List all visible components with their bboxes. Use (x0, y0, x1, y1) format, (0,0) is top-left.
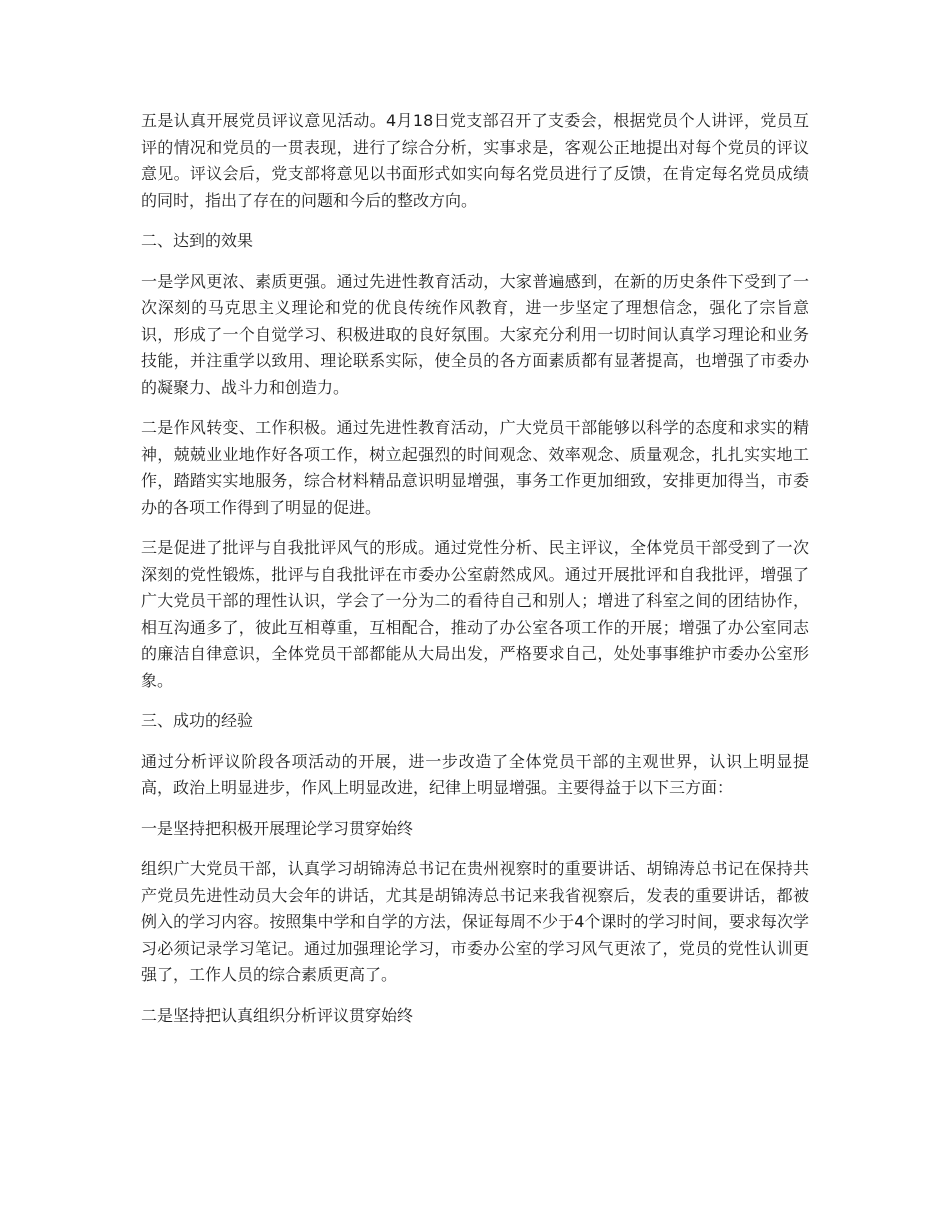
paragraph-work-style: 二是作风转变、工作积极。通过先进性教育活动，广大党员干部能够以科学的态度和求实的精神，兢兢业业地作好各项工作，树立起强烈的时间观念、效率观念、质量观念，扎扎实实地工作，踏踏实实地服务，综合材料精品意识明显增强，事务工作更加细致，安排更加得当，市委办的各项工作得到了明显的促进。 (141, 418, 809, 517)
paragraph-study-style: 一是学风更浓、素质更强。通过先进性教育活动，大家普遍感到，在新的历史条件下受到了一次深刻的马克思主义理论和党的优良传统作风教育，进一步坚定了理想信念，强化了宗旨意识，形成了一个自觉学习、积极进取的良好氛围。大家充分利用一切时间认真学习理论和业务技能，并注重学以致用、理论联系实际，使全员的各方面素质都有显著提高，也增强了市委办的凝聚力、战斗力和创造力。 (141, 271, 809, 397)
document-body (141, 108, 809, 1043)
section-heading-effects: 二、达到的效果 (141, 231, 254, 250)
subheading-theory-study: 一是坚持把积极开展理论学习贯穿始终 (141, 818, 414, 838)
paragraph-theory-study: 组织广大党员干部，认真学习胡锦涛总书记在贵州视察时的重要讲话、胡锦涛总书记在保持共产党员先进性动员大会年的讲话，尤其是胡锦涛总书记来我省视察后，发表的重要讲话，都被例入的学习内容。按照集中学和自学的方法，保证每周不少于4个课时的学习时间，要求每次学习必须记录学习笔记。通过加强理论学习，市委办公室的学习风气更浓了，党员的党性认训更强了，工作人员的综合素质更高了。 (141, 859, 809, 984)
paragraph-experience-intro: 通过分析评议阶段各项活动的开展，进一步改造了全体党员干部的主观世界，认识上明显提高，政治上明显进步，作风上明显改进，纪律上明显增强。主要得益于以下三方面： (141, 751, 809, 797)
subheading-analysis-review: 二是坚持把认真组织分析评议贯穿始终 (141, 1005, 414, 1025)
section-heading-experience: 三、成功的经验 (141, 711, 254, 730)
paragraph-review-opinions: 五是认真开展党员评议意见活动。4月18日党支部召开了支委会，根据党员个人讲评，党员互评的情况和党员的一贯表现，进行了综合分析，实事求是，客观公正地提出对每个党员的评议意见。评议会后，党支部将意见以书面形式如实向每名党员进行了反馈，在肯定每名党员成绩的同时，指出了存在的问题和今后的整改方向。 (141, 111, 809, 210)
paragraph-criticism: 三是促进了批评与自我批评风气的形成。通过党性分析、民主评议，全体党员干部受到了一次深刻的党性锻炼，批评与自我批评在市委办公室蔚然成风。通过开展批评和自我批评，增强了广大党员干部的理性认识，学会了一分为二的看待自己和别人；增进了科室之间的团结协作，相互沟通多了，彼此互相尊重，互相配合，推动了办公室各项工作的开展；增强了办公室同志的廉洁自律意识，全体党员干部都能从大局出发，严格要求自己，处处事事维护市委办公室形象。 (141, 538, 809, 690)
